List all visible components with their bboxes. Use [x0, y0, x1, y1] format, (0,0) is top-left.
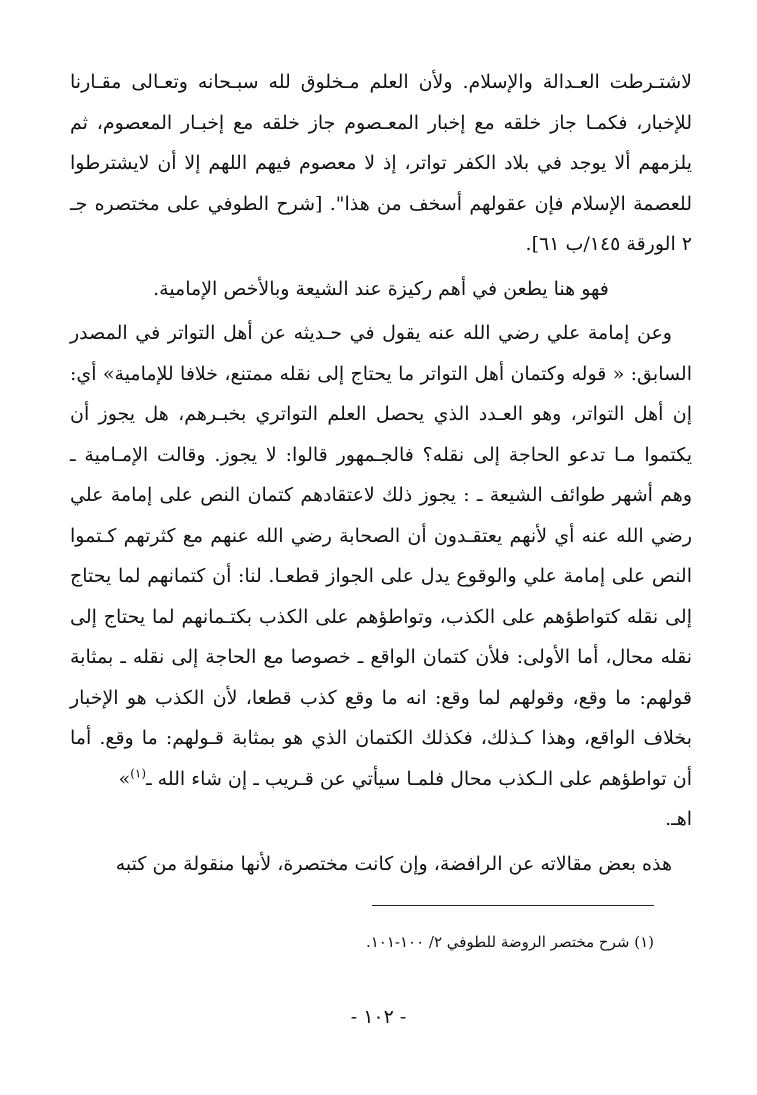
- quote-end-marker: اهـ.: [665, 808, 692, 830]
- footnote-separator: [372, 905, 654, 906]
- paragraph-imamate: [70, 313, 692, 799]
- imamate-quote-text: وعن إمامة علي رضي الله عنه يقول في حـديثه عن أهل التواتر في المصدر السابق: « قوله وكتمان أهل التواتر ما يحتاج إلى نقله ممتنع، خلافا للإمامية» أي: إن أهل التواتر، وهو العـدد الذي يحصل العلم التواتري بخبـرهم، هل يجوز أن يكتموا مـا تدعو الحاجة إلى نقله؟ فالجـمهور قالوا: لا يجوز. وقالت الإمـامية ـ وهم أشهر طوائف الشيعة ـ : يجوز ذلك لاعتقادهم كتمان النص على إمامة علي رضي الله عنه أي لأنهم يعتقـدون أن الصحابة رضي الله عنهم مع كثرتهم كـتموا النص على إمامة علي والوقوع يدل على الجواز قطعـا. لنا: أن كتمانهم لما يحتاج إلى نقله كتواطؤهم على الكذب، وتواطؤهم على الكذب بكتـمانهم لما يحتاج إلى نقله محال، أما الأولى: فلأن كتمان الواقع ـ خصوصا مع الحاجة إلى نقله ـ بمثابة قولهم: ما وقع، وقولهم لما وقع: انه ما وقع كذب قطعا، لأن الكذب هو الإخبار بخلاف الواقع، وهذا كـذلك، فكذلك الكتمان الذي هو بمثابة قـولهم: ما وقع. أما أن تواطؤهم على الـكذب محال فلمـا سيأتي عن قـريب ـ إن شاء الله ـ: [70, 322, 692, 790]
- page-number: - ١٠٢ -: [350, 1006, 407, 1028]
- footnote-marker: (١): [130, 766, 147, 781]
- footnote: (١) شرح مختصر الروضة للطوفي ٢/ ١٠٠-١٠١.: [365, 933, 654, 951]
- closing-quote-mark: »: [118, 767, 131, 790]
- paragraph-summary: فهو هنا يطعن في أهم ركيزة عند الشيعة وبالأخص الإمامية.: [153, 277, 609, 300]
- main-text: [70, 62, 692, 884]
- paragraph-quote-end: لاشتـرطت العـدالة والإسلام. ولأن العلم مـخلوق لله سبـحانه وتعـالى مقـارنا للإخبار، فكمـا جاز خلقه مع إخبار المعـصوم جاز خلقه مع إخبـار المعصوم، ثم يلزمهم ألا يوجد في بلاد الكفر تواتر، إذ لا معصوم فيهم اللهم إلا أن لايشترطوا للعصمة الإسلام فإن عقولهم أسخف من هذا". [شرح الطوفي على مختصره جـ ٢ الورقة ١٤٥/ب ٦١].: [70, 71, 692, 255]
- paragraph-conclusion: هذه بعض مقالاته عن الرافضة، وإن كانت مختصرة، لأنها منقولة من كتبه: [115, 852, 672, 875]
